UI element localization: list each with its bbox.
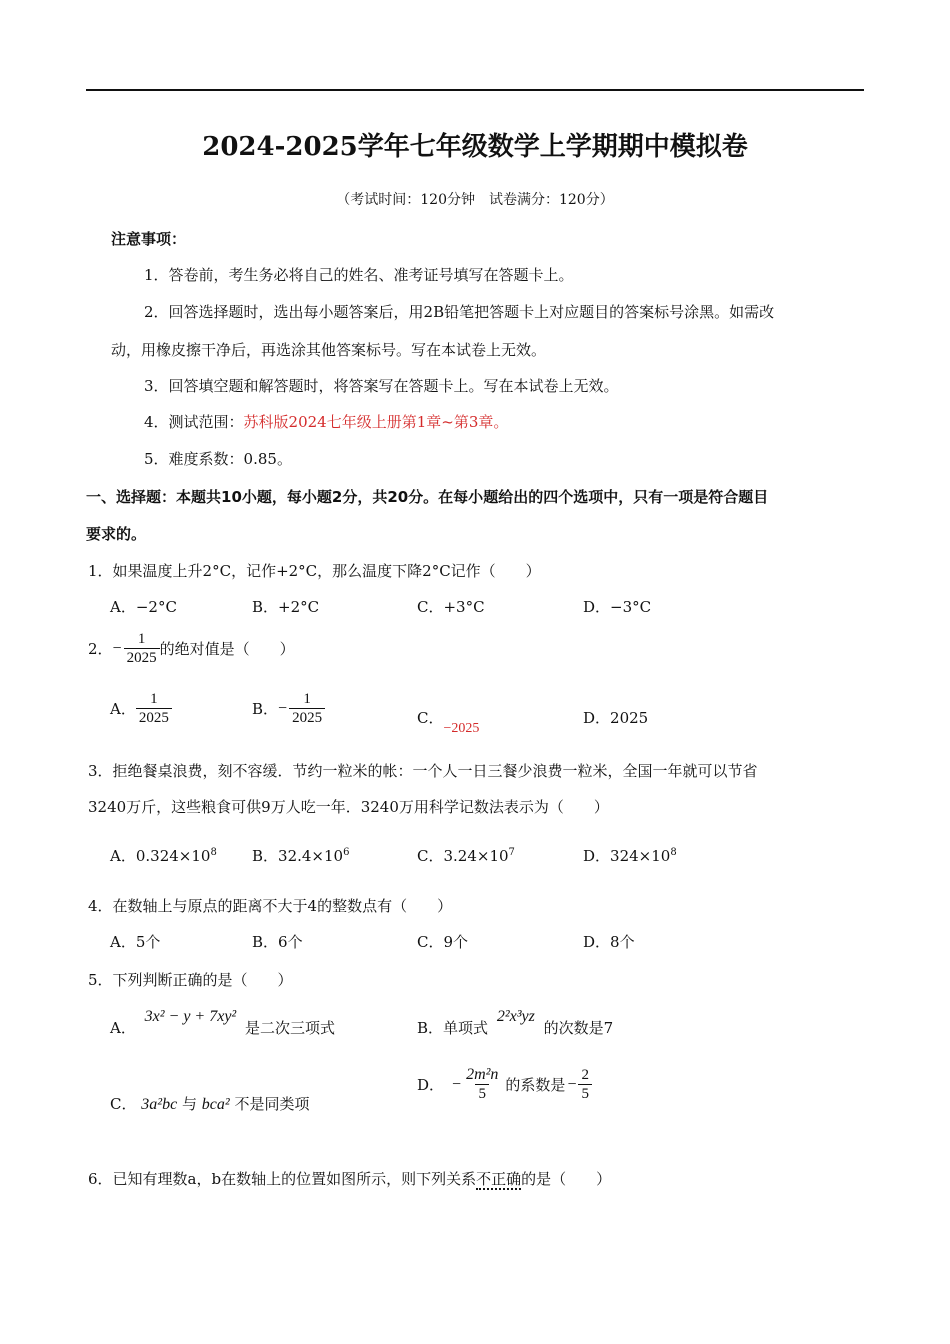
q3-option-a — [110, 845, 217, 866]
q2-a-den: 2025 — [136, 708, 172, 727]
q6-suffix: 的是（ ） — [521, 1170, 612, 1188]
q5-c-label: C． — [110, 1095, 137, 1113]
q1-stem: 1．如果温度上升2°C，记作+2°C，那么温度下降2°C记作（ ） — [88, 562, 541, 580]
q3-option-c — [417, 845, 515, 866]
q2-c-value: −2025 — [443, 721, 480, 736]
q5-a-tail: 是二次三项式 — [245, 1019, 336, 1037]
q3-d-text: D．324×10 — [583, 847, 671, 865]
q5-b-tail: 的次数是7 — [543, 1019, 614, 1037]
q2-c-label: C． — [417, 709, 444, 727]
q5-d-value-den: 5 — [578, 1084, 592, 1103]
q5-stem: 5．下列判断正确的是（ ） — [88, 971, 293, 989]
q6-stem — [88, 1168, 611, 1189]
q3-a-exp: 8 — [210, 847, 217, 858]
note-2b: 动，用橡皮擦干净后，再选涂其他答案标号。写在本试卷上无效。 — [111, 341, 547, 359]
q5-a-label: A． — [110, 1019, 136, 1037]
q3-option-d — [583, 845, 677, 866]
q5-d-fraction — [463, 1066, 501, 1103]
q2-a-fraction — [136, 690, 172, 727]
top-rule — [86, 89, 864, 91]
q5-d-mid: 的系数是 — [505, 1076, 566, 1094]
q2-b-den: 2025 — [289, 708, 325, 727]
q2-stem-num: 1 — [137, 631, 146, 647]
q6-prefix: 6．已知有理数a，b在数轴上的位置如图所示，则下列关系 — [88, 1170, 477, 1188]
q3-b-exp: 6 — [343, 847, 350, 858]
q4-stem: 4．在数轴上与原点的距离不大于4的整数点有（ ） — [88, 897, 453, 915]
q5-a-expr: 3x² − y + 7xy² — [144, 1008, 237, 1025]
exam-info: （考试时间：120分钟 试卷满分：120分） — [336, 192, 614, 208]
q2-option-b: B． − $\frac{1}{2025}$ — [252, 690, 325, 727]
q5-d-num: 2m²n — [466, 1066, 499, 1083]
q5-b-label: B．单项式 — [417, 1019, 489, 1037]
q3-c-exp: 7 — [508, 847, 515, 858]
q3-a-text: A．0.324×10 — [110, 847, 211, 865]
q4-option-a: A．5个 — [110, 933, 161, 951]
note-5: 5．难度系数：0.85。 — [144, 450, 292, 468]
q3-line-1: 3．拒绝餐桌浪费，刻不容缓．节约一粒米的帐：一个人一日三餐少浪费一粒米，全国一年就可以节省 — [88, 762, 758, 780]
q5-option-a — [110, 1005, 336, 1037]
section-heading-2: 要求的。 — [86, 525, 147, 543]
q5-c-mid: 与 — [181, 1095, 197, 1113]
q2-number: 2． — [88, 640, 113, 658]
q5-c-expr-1: 3a²bc — [141, 1096, 178, 1113]
note-2a: 2．回答选择题时，选出每小题答案后，用2B铅笔把答题卡上对应题目的答案标号涂黑。如需改 — [144, 303, 775, 321]
q2-a-num: 1 — [150, 691, 158, 707]
q2-stem: 2． − $\frac{1}{2025}$ 的绝对值是（ ） — [88, 631, 295, 666]
q2-b-num: 1 — [303, 691, 311, 707]
q1-option-b: B．+2°C — [252, 598, 320, 616]
q2-stem-den: 2025 — [124, 648, 160, 667]
q5-option-c — [110, 1093, 309, 1114]
q3-line-2: 3240万斤，这些粮食可供9万人吃一年．3240万用科学记数法表示为（ ） — [88, 798, 609, 816]
q5-b-expr: 2²x³yz — [496, 1008, 535, 1025]
q3-b-text: B．32.4×10 — [252, 847, 344, 865]
note-4 — [144, 411, 508, 432]
note-1: 1．答卷前，考生务必将自己的姓名、准考证号填写在答题卡上。 — [144, 266, 574, 284]
q2-option-d: D．2025 — [583, 709, 649, 727]
q5-option-b — [417, 1005, 614, 1037]
q3-d-exp: 8 — [670, 847, 677, 858]
q5-d-label: D． — [417, 1076, 445, 1094]
q5-d-den: 5 — [475, 1084, 489, 1103]
q2-stem-tail: 的绝对值是（ ） — [159, 640, 295, 658]
note-4-prefix: 4．测试范围： — [144, 413, 244, 431]
q3-option-b — [252, 845, 349, 866]
note-3: 3．回答填空题和解答题时，将答案写在答题卡上。写在本试卷上无效。 — [144, 377, 619, 395]
q5-c-expr-2: bca² — [201, 1096, 230, 1113]
q1-option-d: D．−3°C — [583, 598, 652, 616]
q5-option-d: D． − $\frac{\text{2m²n}}{5}$ 的系数是 − $\frac{2}{5}$ — [417, 1066, 592, 1103]
q5-c-tail: 不是同类项 — [234, 1095, 310, 1113]
q5-d-value-fraction — [578, 1066, 592, 1103]
q4-option-b: B．6个 — [252, 933, 303, 951]
q1-option-c: C．+3°C — [417, 598, 485, 616]
page-title: 2024-2025学年七年级数学上学期期中模拟卷 — [202, 132, 748, 162]
q2-option-c — [417, 707, 480, 736]
q2-option-a — [110, 690, 172, 727]
q4-option-d: D．8个 — [583, 933, 635, 951]
notes-heading: 注意事项： — [111, 230, 187, 248]
q2-stem-fraction — [124, 630, 160, 667]
q4-option-c: C．9个 — [417, 933, 469, 951]
q1-option-a: A．−2°C — [110, 598, 177, 616]
q2-a-label: A． — [110, 700, 136, 718]
q2-b-fraction — [289, 690, 325, 727]
q2-b-label: B． — [252, 700, 279, 718]
q6-emphasis: 不正确 — [476, 1170, 522, 1188]
note-4-scope: 苏科版2024七年级上册第1章~第3章。 — [243, 413, 509, 431]
q3-c-text: C．3.24×10 — [417, 847, 509, 865]
section-heading-1: 一、选择题：本题共10小题，每小题2分，共20分。在每小题给出的四个选项中，只有一项是符合题目 — [86, 488, 769, 506]
q5-d-value-num: 2 — [581, 1067, 589, 1083]
